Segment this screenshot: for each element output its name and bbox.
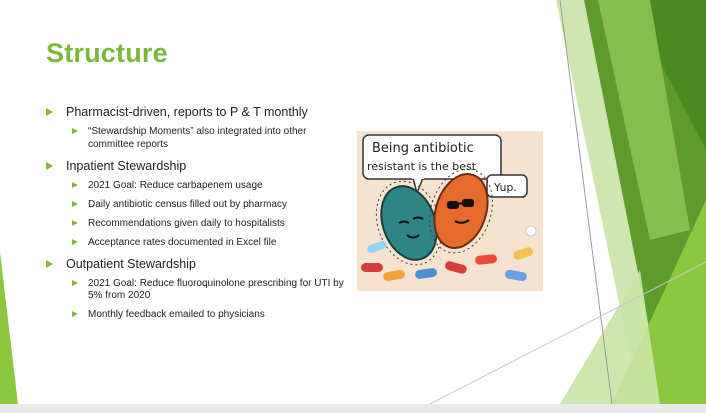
- speech-bubble-tail-mask: [412, 175, 424, 179]
- bullet-arrow-icon: [72, 182, 78, 188]
- sunglasses-bridge: [458, 203, 463, 204]
- sub-bullet-text: 2021 Goal: Reduce fluoroquinolone prescribing for UTI by 5% from 2020: [88, 277, 344, 301]
- pill-cyan: [366, 240, 388, 254]
- pill-round: [526, 226, 536, 236]
- speech-line-2: resistant is the best: [367, 160, 477, 173]
- bullet-text: Outpatient Stewardship: [66, 256, 196, 271]
- bullet-arrow-icon: [72, 128, 78, 134]
- sub-bullet-item: [46, 309, 351, 322]
- bullet-text: Pharmacist-driven, reports to P & T monthly: [66, 105, 308, 119]
- sub-bullet-item: [46, 126, 351, 151]
- reply-text: Yup.: [494, 181, 517, 194]
- sub-bullet-item: [46, 199, 351, 212]
- sub-bullet-item: [46, 180, 351, 193]
- pill-blue: [415, 268, 438, 280]
- bullet-arrow-icon: [72, 239, 78, 245]
- pill-red: [361, 263, 383, 272]
- pill-red-2: [444, 260, 468, 274]
- pill-yellow: [512, 246, 534, 261]
- sub-bullet-text: Recommendations given daily to hospitalists: [88, 217, 285, 229]
- bullet-list: [46, 104, 351, 328]
- sub-bullet-item: [46, 278, 351, 303]
- pill-orange: [382, 269, 405, 282]
- sub-bullet-text: 2021 Goal: Reduce carbapenem usage: [88, 179, 263, 191]
- pill-light-blue: [504, 269, 527, 282]
- bullet-arrow-icon: [46, 260, 53, 268]
- bullet-item: [46, 158, 351, 174]
- bullet-item: [46, 104, 351, 120]
- left-bottom-wedge: [0, 252, 18, 404]
- sub-bullet-text: “Stewardship Moments” also integrated into other committee reports: [88, 126, 307, 150]
- bullet-arrow-icon: [46, 162, 53, 170]
- sunglasses-lens-left: [447, 201, 459, 209]
- bullet-arrow-icon: [72, 220, 78, 226]
- bullet-arrow-icon: [72, 280, 78, 286]
- bullet-item: [46, 256, 351, 272]
- antibiotic-cartoon-image: [357, 131, 543, 291]
- slide-title: Structure: [46, 38, 168, 68]
- pill-red-3: [475, 254, 498, 265]
- sub-bullet-text: Acceptance rates documented in Excel file: [88, 236, 277, 248]
- sub-bullet-item: [46, 237, 351, 250]
- speech-line-1: Being antibiotic: [372, 141, 474, 156]
- bullet-arrow-icon: [72, 201, 78, 207]
- bullet-text: Inpatient Stewardship: [66, 158, 187, 173]
- bullet-arrow-icon: [46, 108, 53, 116]
- sub-bullet-text: Daily antibiotic census filled out by pharmacy: [88, 198, 287, 210]
- cartoon-drawing: [357, 131, 543, 291]
- sunglasses-lens-right: [462, 199, 474, 207]
- sub-bullet-text: Monthly feedback emailed to physicians: [88, 309, 265, 320]
- sub-bullet-item: [46, 218, 351, 231]
- bullet-arrow-icon: [72, 311, 78, 317]
